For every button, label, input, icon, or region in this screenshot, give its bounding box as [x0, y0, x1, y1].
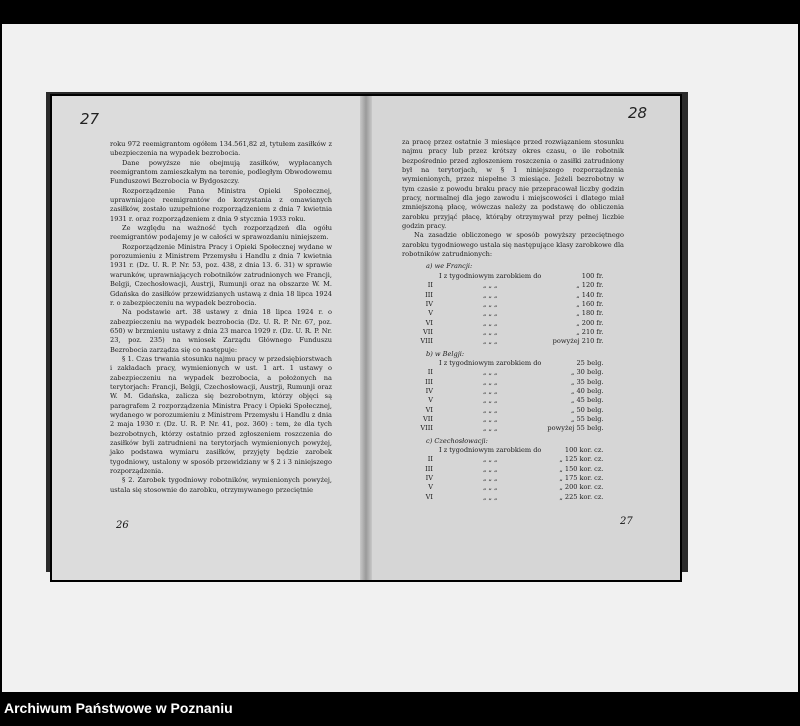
wage-class-description: „ „ „ [482, 492, 498, 501]
wage-class-label: III [425, 464, 433, 473]
wage-class-amount: „ 30 belg. [570, 368, 604, 377]
book-gutter [360, 96, 372, 580]
paragraph: § 1. Czas trwania stosunku najmu pracy w przedsiębiorstwach i zakładach pracy, wymienionych w ust. 1 art. 1 ustawy o zabezpieczeniu na wypadek bezrobocia, a położonych na terytorjach: Francji, Belgji, Czechosłowacji, Austrji, Rumunji oraz W. M. Gdańska, zalicza się bezrobotnym, którzy objęci są paragrafem 2 rozporządzenia Ministra Pracy i Opieki Społecznej, wydanego w porozumieniu z Ministrem Przemysłu i Handlu z dnia 2 maja 1930 r. (Dz. U. R. P. Nr. 41, poz. 360) : tem, że dla tych bezrobotnych, którzy ostatnio przed zgłoszeniem roszczenia do zasiłków byli zatrudnieni na terytorjach wymienionych powyżej, jako podstawa wymiaru zasiłków, przyjęty będzie zarobek tygodniowy, ustalony w sposób przewidziany w § 2 i 3 niniejszego rozporządzenia. [110, 354, 332, 476]
wage-class-row [416, 272, 606, 281]
wage-class-label: V [428, 483, 433, 492]
wage-class-amount: „ 225 kor. cz. [559, 492, 604, 501]
wage-class-description: „ „ „ [482, 318, 498, 327]
right-page-text [402, 138, 624, 502]
wage-class-amount: „ 180 fr. [576, 309, 604, 318]
wage-class-amount: 100 kor. cz. [564, 446, 604, 454]
wage-class-label: II [427, 281, 433, 290]
wage-class-row [416, 446, 606, 455]
wage-class-amount: „ 210 fr. [576, 327, 604, 336]
wage-class-amount: powyżej 210 fr. [552, 337, 604, 346]
paragraph: Na podstawie art. 38 ustawy z dnia 18 lipca 1924 r. o zabezpieczeniu na wypadek bezrobocia (Dz. U. R. P. Nr. 67, poz. 650) w brzmieniu ustawy z dnia 23 marca 1929 r. (Dz. U. R. P. Nr. 23, poz. 235) na wniosek Zarządu Głównego Funduszu Bezrobocia zarządza się co następuje: [110, 308, 332, 354]
wage-class-description: I z tygodniowym zarobkiem do [439, 271, 542, 280]
wage-class-row [416, 281, 606, 290]
wage-class-row [416, 455, 606, 464]
paragraph: § 2. Zarobek tygodniowy robotników, wymienionych powyżej, ustala się stosownie do zarobku, otrzymywanego przeciętnie [110, 476, 332, 494]
paragraph: Na zasadzie obliczonego w sposób powyższy przeciętnego zarobku tygodniowego ustala się następujące klasy zarobkowe dla robotników zatrudnionych: [402, 231, 624, 259]
wage-class-amount: 25 belg. [576, 358, 604, 367]
archive-watermark-bar [0, 692, 800, 726]
wage-class-description: I z tygodniowym zarobkiem do [439, 446, 542, 454]
wage-class-label: II [427, 455, 433, 464]
paragraph: Rozporządzenie Pana Ministra Opieki Społecznej, uprawniające reemigrantów do korzystania z omawianych zasiłków, zostało uzupełnione rozporządzeniem z dnia 7 kwietnia 1931 r. oraz rozporządzeniem z dnia 9 stycznia 1933 roku. [110, 186, 332, 223]
wage-class-description: „ „ „ [482, 414, 498, 423]
wage-class-row [416, 387, 607, 396]
wage-class-description: „ „ „ [482, 377, 498, 386]
wage-class-row [416, 378, 607, 387]
wage-class-label: VI [425, 405, 433, 414]
wage-class-description: „ „ „ [482, 327, 498, 336]
wage-class-row [416, 309, 606, 318]
wage-class-amount: „ 55 belg. [570, 414, 604, 423]
handwritten-number-right: 28 [628, 104, 648, 122]
wage-class-description: I z tygodniowym zarobkiem do [439, 358, 542, 367]
wage-class-description: „ „ „ [482, 290, 498, 299]
wage-class-description: „ „ „ [482, 281, 498, 290]
wage-class-row [416, 337, 606, 346]
right-page [366, 96, 680, 580]
wage-class-row [416, 291, 606, 300]
wage-class-description: „ „ „ [482, 309, 498, 318]
wage-class-amount: „ 200 kor. cz. [559, 483, 604, 492]
wage-class-row [416, 474, 606, 483]
wage-class-amount: „ 125 kor. cz. [559, 455, 604, 464]
wage-class-amount: „ 45 belg. [570, 396, 604, 405]
wage-class-description: „ „ „ [482, 386, 498, 395]
wage-class-amount: „ 150 kor. cz. [559, 464, 604, 473]
wage-class-row [416, 368, 607, 377]
wage-table-belgium [416, 359, 607, 434]
paragraph: Ze względu na ważność tych rozporządzeń dla ogółu reemigrantów podajemy je w całości w sprawozdaniu niniejszem. [110, 224, 332, 242]
wage-class-row [416, 328, 606, 337]
wage-class-description: „ „ „ [482, 455, 498, 464]
wage-class-description: „ „ „ [482, 405, 498, 414]
wage-table-czechoslovakia [416, 446, 606, 502]
left-page [52, 96, 366, 580]
wage-class-label: VIII [420, 424, 433, 433]
wage-class-description: „ „ „ [482, 337, 498, 346]
wage-class-description: „ „ „ [482, 396, 498, 405]
wage-class-label: VII [423, 414, 433, 423]
wage-class-row [416, 415, 607, 424]
paragraph: roku 972 reemigrantom ogółem 134.561,82 zł, tytułem zasiłków z ubezpieczenia na wypadek bezrobocia. [110, 140, 332, 158]
wage-class-label [416, 359, 436, 368]
wage-class-label: IV [425, 299, 433, 308]
wage-class-label: VI [425, 492, 433, 501]
wage-class-description: „ „ „ [482, 299, 498, 308]
wage-class-label: IV [425, 474, 433, 483]
section-heading: c) Czechosłowacji: [426, 436, 488, 445]
wage-class-label: VIII [420, 337, 433, 346]
wage-class-amount: „ 200 fr. [576, 318, 604, 327]
wage-class-label: III [425, 290, 433, 299]
wage-class-description: „ „ „ [482, 474, 498, 483]
page-number-right: 27 [620, 516, 633, 527]
paragraph: za pracę przez ostatnie 3 miesiące przed rozwiązaniem stosunku najmu pracy lub przez krótszy okres czasu, o ile robotnik bezpośrednio przed zgłoszeniem roszczenia o zasiłki zatrudniony był na terytorjach, w § 1 niniejszego rozporządzenia wymienionych, przez niepełne 3 miesiące. Jeżeli bezrobotny w tym czasie z powodu braku pracy nie przepracował liczby godzin pracy, normalnej dla jego zawodu i miejscowości i dlatego miał zmniejszoną płacę, wówczas należy za podstawę do obliczenia zarobku przyjąć płacę, którąby otrzymywał przy pełnej liczbie godzin pracy. [402, 138, 624, 231]
handwritten-number-left: 27 [80, 110, 100, 128]
wage-class-label: VII [423, 327, 433, 336]
wage-class-row [416, 424, 607, 433]
archive-name: Archiwum Państwowe w Poznaniu [4, 700, 233, 716]
wage-class-description: „ „ „ [482, 464, 498, 473]
wage-class-amount: „ 50 belg. [570, 405, 604, 414]
wage-class-amount: „ 140 fr. [576, 290, 604, 299]
wage-class-description: „ „ „ [482, 368, 498, 377]
wage-class-label: V [428, 309, 433, 318]
wage-class-amount: „ 40 belg. [570, 386, 604, 395]
wage-class-row [416, 396, 607, 405]
page-number-left: 26 [116, 520, 129, 531]
wage-class-label [416, 272, 436, 281]
wage-class-label: VI [425, 318, 433, 327]
paragraph: Rozporządzenie Ministra Pracy i Opieki Społecznej wydane w porozumieniu z Ministrem Przemysłu i Handlu z dnia 7 kwietnia 1931 r. (Dz. U. R. P. Nr. 53, poz. 438, z dnia 13. 6. 31) w sprawie warunków, uprawniających robotników zatrudnionych we Francji, Belgji, Czechosłowacji, Austrji, Rumunji oraz na obszarze W. M. Gdańska do zasiłków przewidzianych ustawą z dnia 18 lipca 1924 r. o zabezpieczeniu na wypadek bezrobocia. [110, 242, 332, 307]
wage-class-row [416, 319, 606, 328]
wage-table-france [416, 272, 606, 347]
wage-class-row [416, 465, 606, 474]
left-page-text [110, 140, 332, 495]
wage-class-row [416, 493, 606, 502]
wage-class-amount: „ 160 fr. [576, 299, 604, 308]
wage-class-description: „ „ „ [482, 483, 498, 492]
wage-class-row [416, 359, 607, 368]
wage-class-row [416, 406, 607, 415]
wage-class-amount: „ 35 belg. [570, 377, 604, 386]
paragraph: Dane powyższe nie obejmują zasiłków, wypłacanych reemigrantom zamieszkałym na terenie, podległym Obwodowemu Funduszowi Bezrobocia w Bydgoszczy. [110, 158, 332, 186]
section-heading: a) we Francji: [426, 262, 473, 271]
wage-class-amount: „ 175 kor. cz. [559, 474, 604, 483]
book-spread [52, 96, 680, 580]
wage-class-amount: powyżej 55 belg. [547, 424, 604, 433]
section-heading: b) w Belgji: [426, 349, 465, 358]
wage-class-row [416, 300, 606, 309]
wage-class-description: „ „ „ [482, 424, 498, 433]
wage-class-amount: „ 120 fr. [576, 281, 604, 290]
wage-class-label [416, 446, 436, 455]
wage-class-row [416, 483, 606, 492]
wage-class-label: II [427, 368, 433, 377]
wage-class-amount: 100 fr. [581, 271, 604, 280]
wage-class-label: IV [425, 386, 433, 395]
wage-class-label: III [425, 377, 433, 386]
wage-class-label: V [428, 396, 433, 405]
